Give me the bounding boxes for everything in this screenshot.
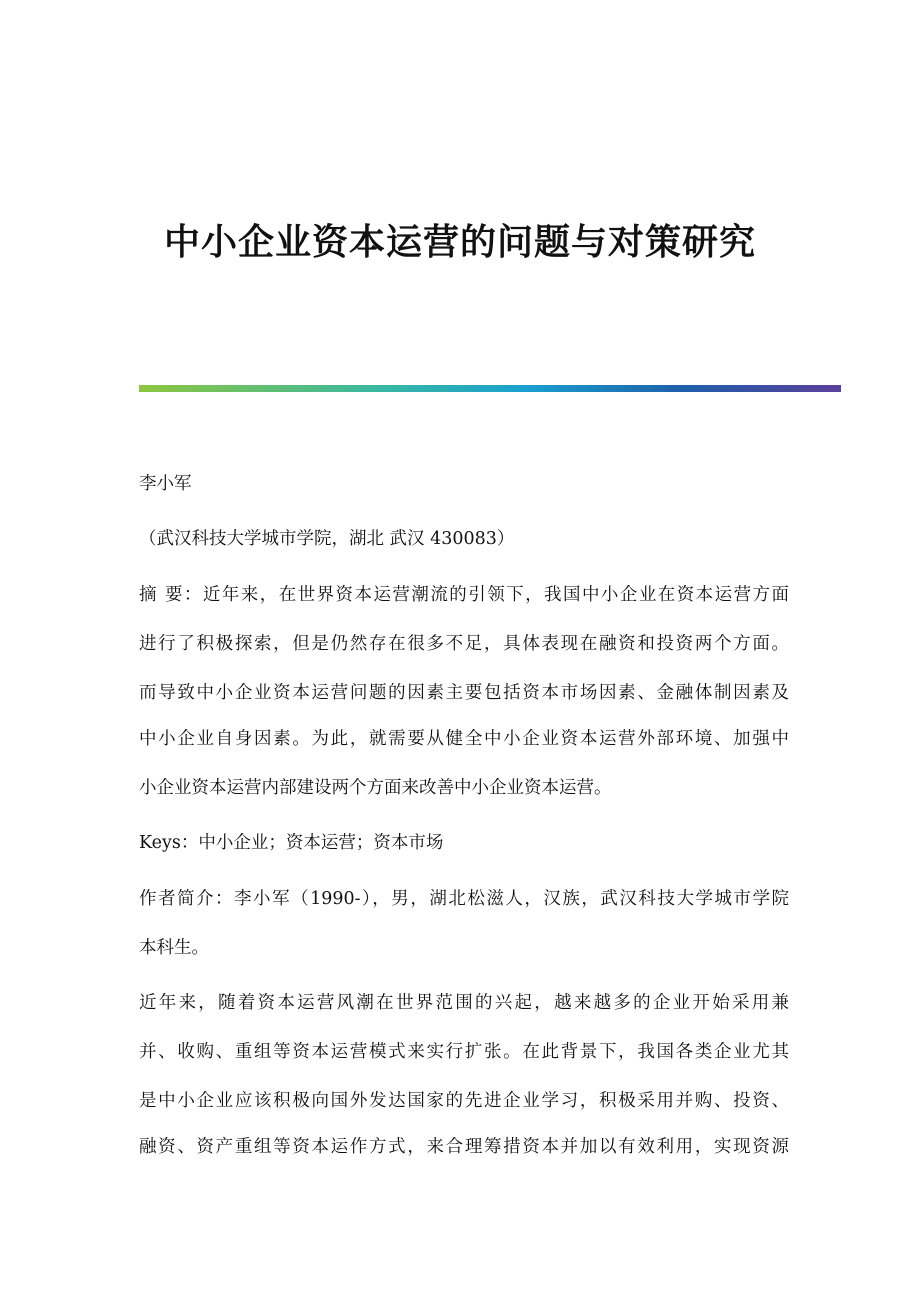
abstract-line: 小企业资本运营内部建设两个方面来改善中小企业资本运营。: [139, 778, 612, 798]
author-bio-line: 本科生。: [139, 938, 209, 958]
abstract-line: 中小企业自身因素。为此，就需要从健全中小企业资本运营外部环境、加强中: [139, 729, 789, 749]
abstract-line: 进行了积极探索，但是仍然存在很多不足，具体表现在融资和投资两个方面。: [139, 634, 789, 654]
author-bio-line: 作者简介：李小军（1990-），男，湖北松滋人，汉族，武汉科技大学城市学院: [139, 889, 789, 909]
abstract-line: 摘 要：近年来，在世界资本运营潮流的引领下，我国中小企业在资本运营方面: [139, 585, 789, 605]
author-name: 李小军: [139, 474, 192, 494]
body-text-line: 是中小企业应该积极向国外发达国家的先进企业学习，积极采用并购、投资、: [139, 1091, 789, 1111]
body-text-line: 融资、资产重组等资本运作方式，来合理筹措资本并加以有效利用，实现资源: [139, 1137, 789, 1157]
paper-title: 中小企业资本运营的问题与对策研究: [163, 221, 756, 263]
author-affiliation: （武汉科技大学城市学院，湖北 武汉 430083）: [139, 529, 515, 549]
gradient-divider: [139, 385, 841, 392]
body-text-line: 近年来，随着资本运营风潮在世界范围的兴起，越来越多的企业开始采用兼: [139, 993, 789, 1013]
keywords: Keys：中小企业；资本运营；资本市场: [139, 833, 444, 853]
abstract-line: 而导致中小企业资本运营问题的因素主要包括资本市场因素、金融体制因素及: [139, 683, 789, 703]
body-text-line: 并、收购、重组等资本运营模式来实行扩张。在此背景下，我国各类企业尤其: [139, 1042, 789, 1062]
